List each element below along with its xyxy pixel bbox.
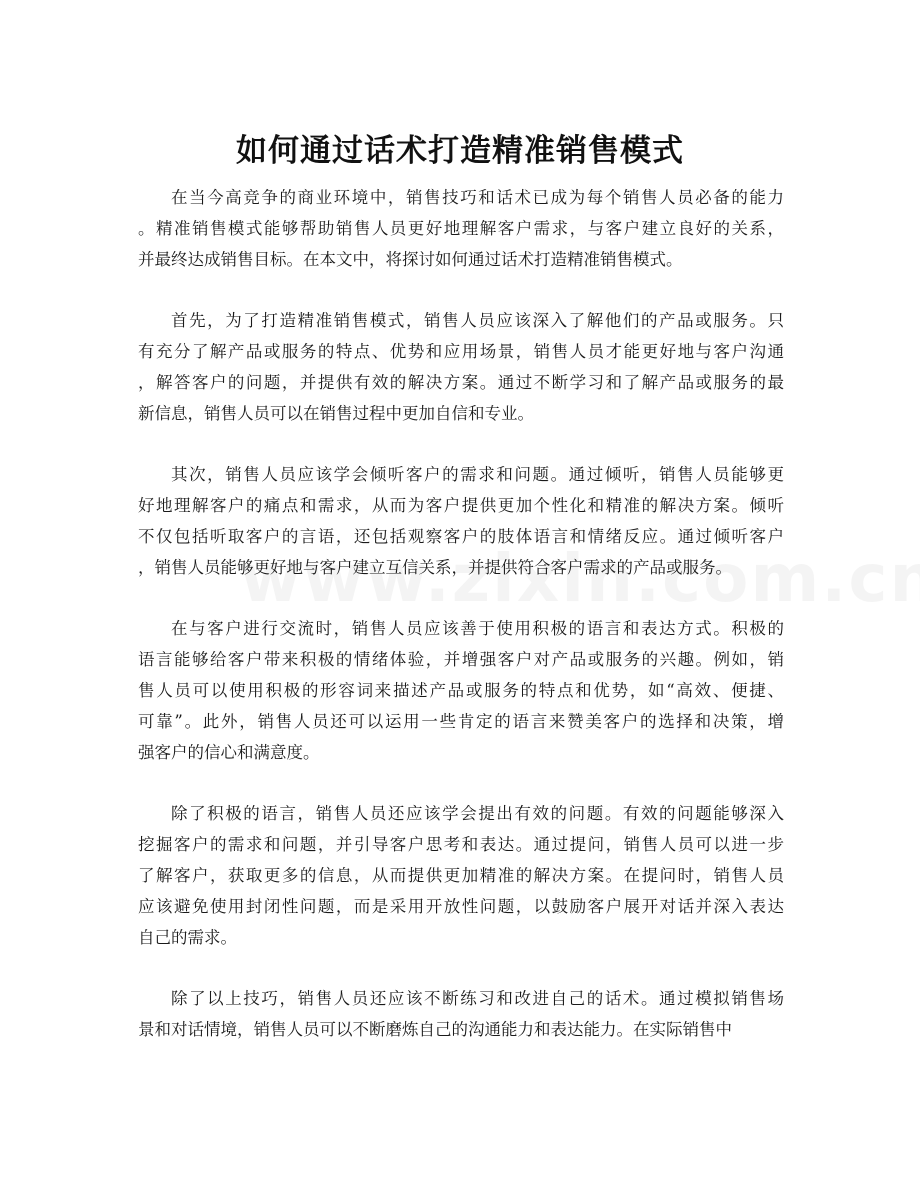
- paragraph-line: 自己的需求。: [138, 928, 237, 947]
- document-body: [138, 182, 784, 1075]
- paragraph: [138, 798, 784, 953]
- paragraph: [138, 613, 784, 768]
- paragraph: [138, 983, 784, 1045]
- paragraph-line: ，销售人员能够更好地与客户建立互信关系，并提供符合客户需求的产品或服务。: [138, 558, 732, 577]
- paragraph-line: 在与客户进行交流时，销售人员应该善于使用积极的语言和表达方式。积极的: [171, 619, 784, 638]
- paragraph-line: 并最终达成销售目标。在本文中，将探讨如何通过话术打造精准销售模式。: [138, 250, 683, 269]
- paragraph-line: 其次，销售人员应该学会倾听客户的需求和问题。通过倾听，销售人员能够更: [171, 465, 784, 484]
- paragraph: [138, 182, 784, 275]
- paragraph-line: 除了积极的语言，销售人员还应该学会提出有效的问题。有效的问题能够深入: [171, 804, 784, 823]
- paragraph-line: 在当今高竞争的商业环境中，销售技巧和话术已成为每个销售人员必备的能力: [171, 188, 784, 207]
- paragraph-line: 景和对话情境，销售人员可以不断磨炼自己的沟通能力和表达能力。在实际销售中: [138, 1020, 732, 1039]
- paragraph-line: 了解客户，获取更多的信息，从而提供更加精准的解决方案。在提问时，销售人员: [138, 866, 784, 885]
- paragraph-line: 有充分了解产品或服务的特点、优势和应用场景，销售人员才能更好地与客户沟通: [138, 342, 784, 361]
- page-title: 如何通过话术打造精准销售模式: [236, 132, 684, 169]
- paragraph-line: 可靠”。此外，销售人员还可以运用一些肯定的语言来赞美客户的选择和决策，增: [138, 712, 784, 731]
- paragraph-line: 语言能够给客户带来积极的情绪体验，并增强客户对产品或服务的兴趣。例如，销: [138, 650, 784, 669]
- paragraph-line: 应该避免使用封闭性问题，而是采用开放性问题，以鼓励客户展开对话并深入表达: [138, 897, 784, 916]
- paragraph-line: ，解答客户的问题，并提供有效的解决方案。通过不断学习和了解产品或服务的最: [138, 373, 784, 392]
- paragraph-line: 强客户的信心和满意度。: [138, 743, 320, 762]
- paragraph-line: 除了以上技巧，销售人员还应该不断练习和改进自己的话术。通过模拟销售场: [171, 989, 784, 1008]
- paragraph: [138, 305, 784, 429]
- paragraph-line: 。精准销售模式能够帮助销售人员更好地理解客户需求，与客户建立良好的关系，: [138, 219, 784, 238]
- paragraph-line: 首先，为了打造精准销售模式，销售人员应该深入了解他们的产品或服务。只: [171, 311, 784, 330]
- paragraph: [138, 459, 784, 583]
- paragraph-line: 挖掘客户的需求和问题，并引导客户思考和表达。通过提问，销售人员可以进一步: [138, 835, 784, 854]
- paragraph-line: 新信息，销售人员可以在销售过程中更加自信和专业。: [138, 404, 534, 423]
- paragraph-line: 不仅包括听取客户的言语，还包括观察客户的肢体语言和情绪反应。通过倾听客户: [138, 527, 784, 546]
- paragraph-line: 售人员可以使用积极的形容词来描述产品或服务的特点和优势，如“高效、便捷、: [138, 681, 784, 700]
- paragraph-line: 好地理解客户的痛点和需求，从而为客户提供更加个性化和精准的解决方案。倾听: [138, 496, 784, 515]
